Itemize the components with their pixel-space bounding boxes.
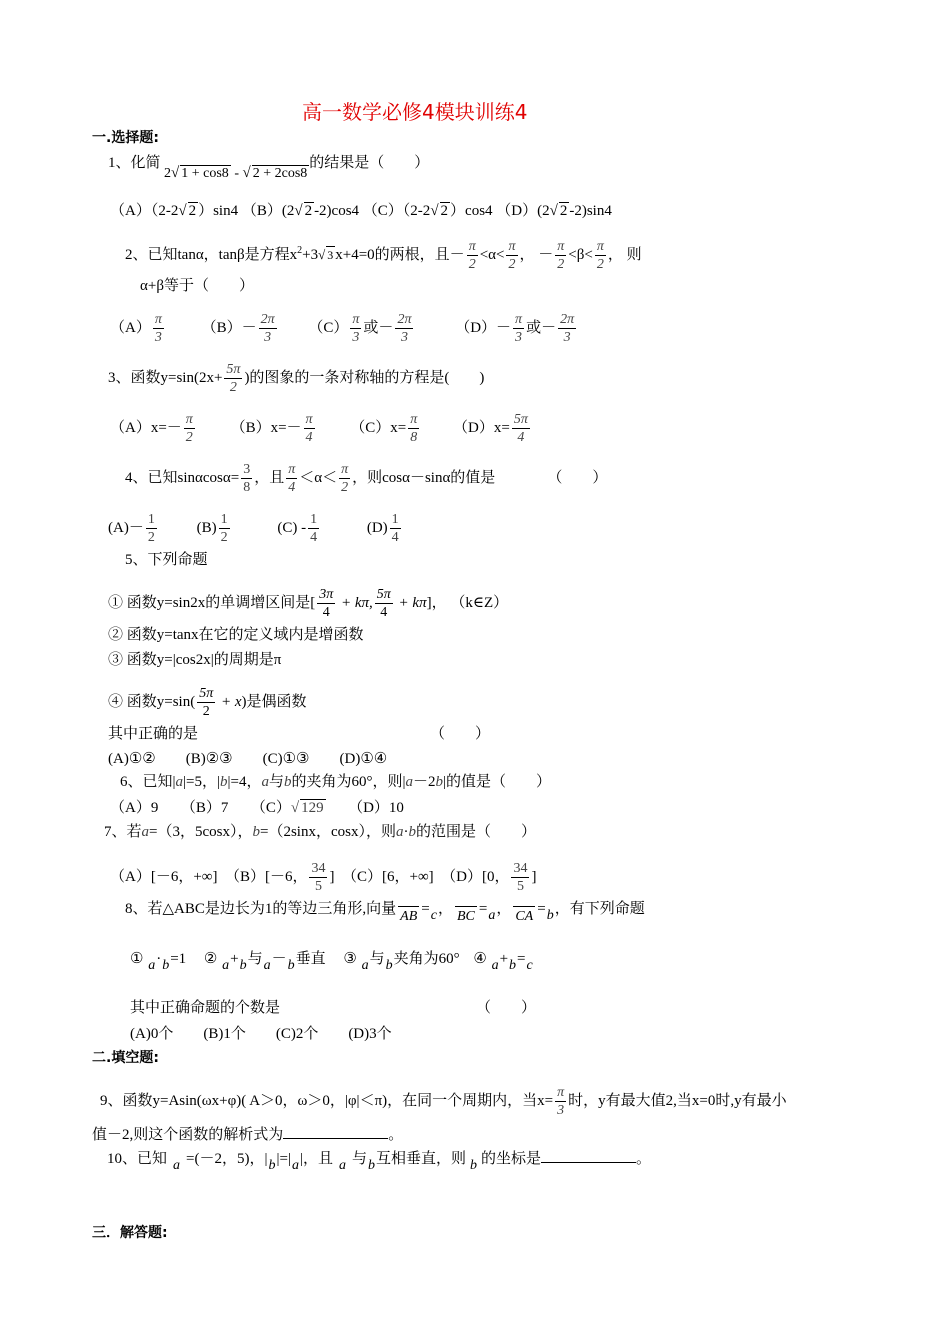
section-heading-choice: 一.选择题: — [92, 130, 159, 146]
question-10-stem: 10、已知 a =(－2，5)，|b|=|a|，且 a 与b互相垂直，则 b 的坐标是 。 — [107, 1148, 651, 1170]
question-5-item-4: ④ 函数y=sin( $\frac{5\pi}{2}$ + x)是偶函数 — [108, 686, 307, 719]
question-4-options: (A)－ $\frac{1}{2}$ (B) $\frac{1}{2}$ (C) - $\frac{1}{4}$ (D) $\frac{1}{4}$ — [108, 512, 399, 545]
question-8-propositions: ① a·b=1 ② a+b与a－b垂直 ③ a与b夹角为60° ④ a+b=c — [130, 951, 533, 973]
question-5-options: (A)①② (B)②③ (C)①③ (D)①④ — [108, 751, 388, 767]
question-8-ask: 其中正确命题的个数是 （ ） — [130, 1000, 537, 1016]
question-2-stem: 2、已知tanα，tanβ是方程$x^2+3√$ 3 x+4=0的两根，且－ $\frac{\pi}{2}$ <α< $\frac{\pi}{2}$ ， － $\frac{\pi}{2}$ <β< $\frac{\pi}{2}$ ， 则 — [125, 239, 642, 272]
radicand-2: 2 + 2cos8 — [252, 166, 308, 181]
question-5-item-3: ③ 函数y=|cos2x|的周期是π — [108, 652, 282, 668]
question-2-options: （A） $\frac{\pi}{3}$ （B）－ $\frac{2\pi}{3}$ （C） $\frac{\pi}{3}$ 或－ $\frac{2\pi}{3}$ （D）－ $\frac{\pi}{3}$ 或－ $\frac{2\pi}{3}$ — [110, 312, 575, 345]
question-6-options: （A）9 （B）7 （C）√ 129 （D）10 — [110, 800, 404, 816]
question-4-stem: 4、已知sinαcosα= $\frac{3}{8}$ ，且 $\frac{\pi}{4}$ ＜α＜ $\frac{\pi}{2}$ ，则cosα－sinα的值是 （ ） — [125, 462, 608, 495]
question-8-stem: 8、若△ABC是边长为1的等边三角形,向量 AB =c， BC =a， CA =b，有下列命题 — [125, 899, 645, 920]
answer-blank-10[interactable] — [541, 1148, 636, 1163]
page-title: 高一数学必修4模块训练4 — [302, 100, 528, 124]
question-7-options: （A）[－6，+∞] （B）[－6， $\frac{34}{5}$ ] （C）[6，+∞] （D）[0， $\frac{34}{5}$ ] — [110, 861, 537, 894]
question-5-item-2: ② 函数y=tanx在它的定义域内是增函数 — [108, 627, 364, 643]
question-5-stem: 5、下列命题 — [125, 552, 208, 568]
question-3-options: （A）x=－ $\frac{\pi}{2}$ （B）x=－ $\frac{\pi}{4}$ （C）x= $\frac{\pi}{8}$ （D）x= $\frac{5\pi}{4}$ — [110, 412, 528, 445]
section-heading-fill: 二.填空题: — [92, 1050, 159, 1066]
question-8-options: (A)0个 (B)1个 (C)2个 (D)3个 — [130, 1026, 392, 1042]
question-5-ask: 其中正确的是 （ ） — [108, 726, 491, 742]
section-heading-solve: 三．解答题: — [92, 1225, 168, 1241]
question-1-stem: 1、化简 2√ 1 + cos8 - √ 2 + 2cos8的结果是（ ） — [108, 155, 430, 181]
question-7-stem: 7、若a=（3，5cosx），b=（2sinx，cosx），则a·b的范围是（ ） — [104, 824, 536, 840]
question-9-line2: 值－2,则这个函数的解析式为 。 — [92, 1124, 403, 1145]
question-5-item-1: ① 函数y=sin2x的单调增区间是[ $\frac{3\pi}{4}$ + kπ, $\frac{5\pi}{4}$ + kπ]， （k∈Z） — [108, 587, 509, 620]
radicand-1: 1 + cos8 — [181, 166, 229, 181]
question-6-stem: 6、已知|a|=5，|b|=4，a与b的夹角为60°，则|a－2b|的值是（ ） — [120, 774, 552, 790]
question-3-stem: 3、函数y=sin(2x+ $\frac{5\pi}{2}$ )的图象的一条对称轴的方程是( ) — [108, 362, 485, 395]
answer-blank-9[interactable] — [283, 1124, 388, 1139]
question-9-stem: 9、函数y=Asin(ωx+φ)( A＞0，ω＞0，|φ|＜π)，在同一个周期内，当x= $\frac{\pi}{3}$ 时，y有最大值2,当x=0时,y有最小 — [100, 1085, 787, 1118]
question-1-options: （A）（2-2√ 2 ）sin4 （B）(2√ 2 -2)cos4 （C）（2-2√ 2 ）cos4 （D）(2√ 2 -2)sin4 — [110, 203, 612, 219]
question-2-line2: α+β等于（ ） — [140, 278, 254, 294]
